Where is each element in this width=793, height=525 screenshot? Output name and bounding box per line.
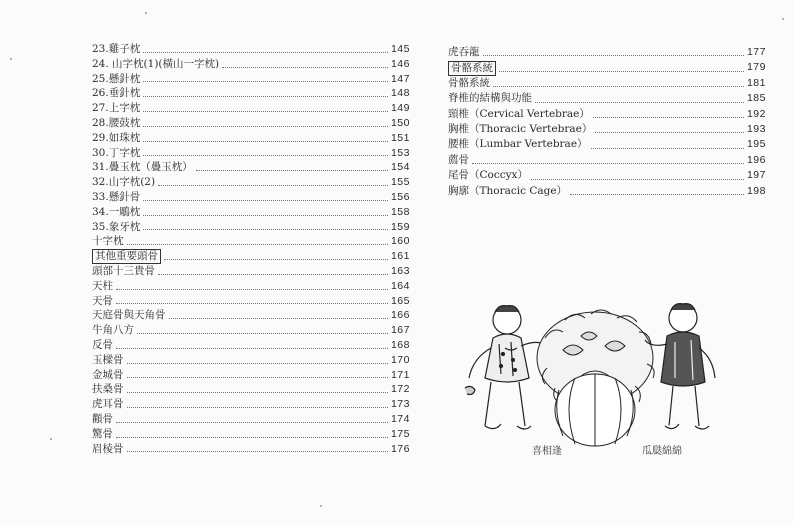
toc-entry bbox=[448, 60, 766, 75]
toc-entry-title: 25.懸針枕 bbox=[92, 72, 141, 85]
toc-entry-title: 玉樑骨 bbox=[92, 353, 124, 366]
toc-entry bbox=[448, 137, 766, 152]
toc-entry-title: 驚骨 bbox=[92, 427, 113, 440]
toc-leader-dots bbox=[127, 451, 388, 452]
toc-entry bbox=[92, 131, 410, 146]
toc-entry bbox=[92, 338, 410, 353]
toc-page-number: 149 bbox=[390, 102, 410, 115]
toc-page-number: 158 bbox=[390, 205, 410, 218]
toc-entry bbox=[92, 205, 410, 220]
toc-page-number: 197 bbox=[746, 169, 766, 182]
toc-entry-title: 24. 山字枕(1)(橫山一字枕) bbox=[92, 57, 220, 70]
toc-page-number: 151 bbox=[390, 131, 410, 144]
toc-entry-title: 骨骼系統 bbox=[448, 76, 490, 89]
toc-leader-dots bbox=[143, 81, 388, 82]
toc-right-column bbox=[448, 45, 766, 199]
toc-entry bbox=[448, 153, 766, 168]
toc-entry-title: 35.象牙枕 bbox=[92, 220, 141, 233]
scan-speck bbox=[10, 58, 12, 60]
toc-entry bbox=[92, 42, 410, 57]
toc-leader-dots bbox=[483, 55, 744, 56]
toc-leader-dots bbox=[143, 215, 388, 216]
toc-left-column bbox=[92, 42, 410, 456]
toc-page-number: 163 bbox=[390, 264, 410, 277]
toc-entry bbox=[448, 122, 766, 137]
toc-entry bbox=[92, 308, 410, 323]
toc-entry-title: 頸椎（Cervical Vertebrae） bbox=[448, 107, 590, 120]
toc-leader-dots bbox=[499, 71, 744, 72]
toc-entry bbox=[92, 249, 410, 264]
toc-entry-title: 顴骨 bbox=[92, 412, 113, 425]
toc-page-number: 193 bbox=[746, 122, 766, 135]
toc-entry-title: 26.垂針枕 bbox=[92, 87, 141, 100]
toc-entry-title: 天骨 bbox=[92, 294, 113, 307]
toc-page-number: 161 bbox=[390, 250, 410, 263]
toc-entry bbox=[92, 175, 410, 190]
toc-entry bbox=[92, 279, 410, 294]
toc-page-number: 176 bbox=[390, 442, 410, 455]
toc-page-number: 154 bbox=[390, 161, 410, 174]
toc-page-number: 196 bbox=[746, 153, 766, 166]
toc-leader-dots bbox=[143, 52, 388, 53]
toc-leader-dots bbox=[531, 179, 744, 180]
toc-leader-dots bbox=[116, 348, 388, 349]
toc-leader-dots bbox=[127, 377, 388, 378]
toc-leader-dots bbox=[158, 274, 388, 275]
toc-leader-dots bbox=[143, 141, 388, 142]
toc-page-number: 195 bbox=[746, 138, 766, 151]
toc-entry-title: 金城骨 bbox=[92, 368, 124, 381]
toc-page-number: 156 bbox=[390, 190, 410, 203]
toc-entry bbox=[92, 57, 410, 72]
toc-entry-title: 33.懸針骨 bbox=[92, 190, 141, 203]
toc-entry bbox=[448, 168, 766, 183]
toc-page-number: 181 bbox=[746, 76, 766, 89]
toc-entry bbox=[92, 86, 410, 101]
toc-page-number: 146 bbox=[390, 57, 410, 70]
toc-page-number: 172 bbox=[390, 383, 410, 396]
toc-entry bbox=[448, 76, 766, 91]
toc-page-number: 173 bbox=[390, 398, 410, 411]
toc-leader-dots bbox=[593, 117, 744, 118]
toc-page-number: 155 bbox=[390, 176, 410, 189]
toc-page-number: 171 bbox=[390, 368, 410, 381]
toc-entry bbox=[92, 264, 410, 279]
toc-entry bbox=[448, 45, 766, 60]
toc-entry bbox=[448, 91, 766, 106]
toc-entry bbox=[92, 323, 410, 338]
toc-entry bbox=[92, 412, 410, 427]
toc-page-number: 164 bbox=[390, 279, 410, 292]
toc-page-number: 160 bbox=[390, 235, 410, 248]
toc-entry-title: 胸椎（Thoracic Vertebrae） bbox=[448, 122, 593, 135]
toc-leader-dots bbox=[591, 148, 744, 149]
toc-entry bbox=[92, 72, 410, 87]
toc-entry bbox=[92, 353, 410, 368]
toc-leader-dots bbox=[570, 194, 744, 195]
toc-page-number: 177 bbox=[746, 45, 766, 58]
toc-entry-title: 骨骼系統 bbox=[448, 61, 496, 76]
toc-entry bbox=[92, 101, 410, 116]
toc-leader-dots bbox=[222, 67, 388, 68]
toc-leader-dots bbox=[143, 96, 388, 97]
scan-speck bbox=[50, 438, 52, 440]
toc-leader-dots bbox=[158, 185, 388, 186]
toc-entry bbox=[92, 397, 410, 412]
toc-entry bbox=[92, 234, 410, 249]
toc-entry-title: 十字枕 bbox=[92, 235, 124, 248]
toc-entry bbox=[92, 160, 410, 175]
toc-page-number: 147 bbox=[390, 72, 410, 85]
toc-entry-title: 眉棱骨 bbox=[92, 442, 124, 455]
scan-speck bbox=[320, 505, 322, 507]
toc-entry-title: 反骨 bbox=[92, 338, 113, 351]
toc-page-number: 198 bbox=[746, 184, 766, 197]
toc-entry bbox=[448, 107, 766, 122]
toc-page-number: 165 bbox=[390, 294, 410, 307]
toc-page-number: 150 bbox=[390, 116, 410, 129]
toc-page-number: 153 bbox=[390, 146, 410, 159]
toc-page-number: 185 bbox=[746, 92, 766, 105]
toc-entry-title: 天庭骨與天角骨 bbox=[92, 309, 166, 322]
toc-leader-dots bbox=[472, 163, 744, 164]
toc-leader-dots bbox=[143, 229, 388, 230]
toc-page-number: 175 bbox=[390, 427, 410, 440]
toc-leader-dots bbox=[137, 333, 388, 334]
toc-entry-title: 薦骨 bbox=[448, 153, 469, 166]
toc-leader-dots bbox=[595, 132, 744, 133]
toc-page-number: 166 bbox=[390, 309, 410, 322]
toc-leader-dots bbox=[164, 259, 388, 260]
toc-leader-dots bbox=[535, 102, 744, 103]
toc-entry bbox=[92, 116, 410, 131]
toc-entry-title: 尾骨（Coccyx） bbox=[448, 169, 528, 182]
illustration-caption-right: 瓜瓞綿綿 bbox=[642, 446, 682, 457]
toc-entry bbox=[92, 220, 410, 235]
toc-leader-dots bbox=[127, 392, 388, 393]
toc-entry-title: 胸廓（Thoracic Cage） bbox=[448, 184, 568, 197]
scan-speck bbox=[145, 12, 147, 14]
toc-leader-dots bbox=[116, 289, 388, 290]
toc-entry-title: 32.山字枕(2) bbox=[92, 176, 156, 189]
scan-speck bbox=[782, 18, 784, 20]
toc-leader-dots bbox=[169, 318, 388, 319]
illustration-caption-left: 喜相逢 bbox=[532, 446, 562, 457]
toc-page-number: 192 bbox=[746, 107, 766, 120]
toc-entry-title: 虎吞龍 bbox=[448, 45, 480, 58]
toc-entry-title: 天柱 bbox=[92, 279, 113, 292]
toc-leader-dots bbox=[196, 170, 388, 171]
toc-entry-title: 扶桑骨 bbox=[92, 383, 124, 396]
toc-page-number: 179 bbox=[746, 61, 766, 74]
toc-entry bbox=[92, 294, 410, 309]
toc-leader-dots bbox=[116, 303, 388, 304]
toc-entry-title: 23.雞子枕 bbox=[92, 43, 141, 55]
toc-leader-dots bbox=[143, 126, 388, 127]
toc-entry bbox=[92, 368, 410, 383]
toc-entry-title: 29.如珠枕 bbox=[92, 131, 141, 144]
toc-leader-dots bbox=[116, 437, 388, 438]
toc-page-number: 159 bbox=[390, 220, 410, 233]
toc-entry-title: 31.疊玉枕（疊玉枕） bbox=[92, 161, 193, 174]
toc-leader-dots bbox=[127, 363, 388, 364]
toc-page-number: 167 bbox=[390, 324, 410, 337]
toc-entry-title: 腰椎（Lumbar Vertebrae） bbox=[448, 138, 588, 151]
toc-leader-dots bbox=[143, 200, 388, 201]
toc-entry bbox=[92, 442, 410, 457]
toc-entry-title: 頭部十三貴骨 bbox=[92, 264, 155, 277]
toc-leader-dots bbox=[116, 422, 388, 423]
toc-page-number: 170 bbox=[390, 353, 410, 366]
toc-entry-title: 脊椎的結構與功能 bbox=[448, 92, 532, 105]
toc-leader-dots bbox=[493, 86, 744, 87]
toc-leader-dots bbox=[127, 407, 388, 408]
toc-entry bbox=[448, 184, 766, 199]
toc-entry-title: 27.上字枕 bbox=[92, 102, 141, 115]
toc-page-number: 148 bbox=[390, 87, 410, 100]
toc-page-number: 168 bbox=[390, 338, 410, 351]
toc-entry bbox=[92, 427, 410, 442]
toc-entry-title: 30.丁字枕 bbox=[92, 146, 141, 159]
toc-leader-dots bbox=[143, 111, 388, 112]
toc-entry-title: 28.腰鼓枕 bbox=[92, 116, 141, 129]
toc-leader-dots bbox=[127, 244, 388, 245]
toc-leader-dots bbox=[143, 155, 388, 156]
toc-page-number: 174 bbox=[390, 412, 410, 425]
toc-entry bbox=[92, 382, 410, 397]
toc-entry-title: 其他重要頭骨 bbox=[92, 249, 161, 264]
toc-entry bbox=[92, 190, 410, 205]
toc-entry-title: 34.一鵰枕 bbox=[92, 205, 141, 218]
toc-entry bbox=[92, 146, 410, 161]
toc-page-number: 145 bbox=[390, 43, 410, 55]
two-boys-melon-illustration bbox=[455, 298, 730, 458]
toc-entry-title: 虎耳骨 bbox=[92, 398, 124, 411]
toc-entry-title: 牛角八方 bbox=[92, 324, 134, 337]
